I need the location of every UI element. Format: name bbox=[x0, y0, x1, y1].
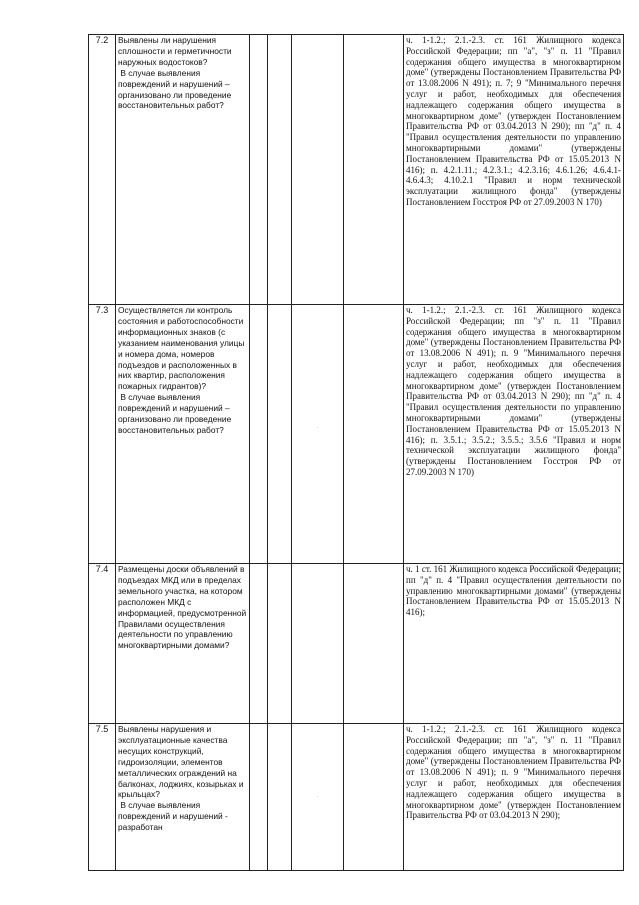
answer-na-cell bbox=[292, 305, 344, 564]
scan-mark: · bbox=[316, 792, 319, 801]
answer-na-cell bbox=[292, 564, 344, 724]
scan-mark: · bbox=[316, 423, 319, 432]
question-text: Выявлены ли нарушения сплошности и герметичности наружных водостоков? В случае выявления повреждений и нарушений – организовано ли проведение восстановительных работ? bbox=[118, 35, 232, 111]
answer-comment-cell bbox=[344, 724, 404, 871]
question-text: Размещены доски объявлений в подъездах МКД или в пределах земельного участка, на котором расположен МКД с информацией, предусмотренной Правилами осуществления деятельности по управлению многоквартирными домами? bbox=[118, 564, 249, 651]
answer-na-cell bbox=[292, 724, 344, 871]
legal-reference-cell: ч. 1-1.2.; 2.1.-2.3. ст. 161 Жилищного кодекса Российской Федерации; пп "з" п. 11 "Правил содержания общего имущества в многоквартирном доме" (утверждены Постановлением Правительства РФ от 13.08.2006 N 491); п. 9 "Минимального перечня услуг и работ, необходимых для обеспечения надлежащего содержания общего имущества в многоквартирном доме" (утвержден Постановлением Правительства РФ от 03.04.2013 N 290); пп "д" п. 4 "Правил осуществления деятельности по управлению многоквартирными домами" (утверждены Постановлением Правительства РФ от 15.05.2013 N 416); п. 3.5.1.; 3.5.2.; 3.5.5.; 3.5.6 "Правил и норм технической эксплуатации жилищного фонда" (утверждены Постановлением Госстроя РФ от 27.09.2003 N 170) bbox=[404, 305, 624, 564]
question-cell bbox=[116, 564, 250, 724]
question-cell bbox=[116, 35, 250, 305]
row-number: 7.3 bbox=[89, 305, 116, 564]
legal-reference-cell: ч. 1-1.2.; 2.1.-2.3. ст. 161 Жилищного кодекса Российской Федерации; пп "а", "з" п. 11 "Правил содержания общего имущества в многоквартирном доме" (утверждены Постановлением Правительства РФ от 13.08.2006 N 491); п. 7; 9 "Минимального перечня услуг и работ, необходимых для обеспечения надлежащего содержания общего имущества в многоквартирном доме" (утвержден Постановлением Правительства РФ от 03.04.2013 N 290); пп "д" п. 4 "Правил осуществления деятельности по управлению многоквартирными домами" (утверждены Постановлением Правительства РФ от 15.05.2013 N 416); п. 4.2.1.11.; 4.2.3.1.; 4.2.3.16; 4.6.1.26; 4.6.4.1-4.6.4.3; 4.10.2.1 "Правил и норм технической эксплуатации жилищного фонда" (утверждены Постановлением Госстроя РФ от 27.09.2003 N 170) bbox=[404, 35, 624, 305]
answer-na-cell bbox=[292, 35, 344, 305]
answer-yes-cell bbox=[250, 35, 268, 305]
answer-comment-cell bbox=[344, 35, 404, 305]
answer-yes-cell bbox=[250, 305, 268, 564]
answer-no-cell bbox=[268, 35, 292, 305]
answer-no-cell bbox=[268, 305, 292, 564]
row-number: 7.2 bbox=[89, 35, 116, 305]
question-cell bbox=[116, 724, 250, 871]
answer-comment-cell bbox=[344, 564, 404, 724]
row-number: 7.4 bbox=[89, 564, 116, 724]
table-row bbox=[89, 724, 624, 871]
table-row bbox=[89, 305, 624, 564]
legal-reference-cell: ч. 1-1.2.; 2.1.-2.3. ст. 161 Жилищного кодекса Российской Федерации; пп "а", "з" п. 11 "Правил содержания общего имущества в многоквартирном доме" (утверждены Постановлением Правительства РФ от 13.08.2006 N 491); п. 9 "Минимального перечня услуг и работ, необходимых для обеспечения надлежащего содержания общего имущества в многоквартирном доме" (утвержден Постановлением Правительства РФ от 03.04.2013 N 290); bbox=[404, 724, 624, 871]
table-row bbox=[89, 564, 624, 724]
table-row bbox=[89, 35, 624, 305]
answer-yes-cell bbox=[250, 564, 268, 724]
answer-yes-cell bbox=[250, 724, 268, 871]
inspection-checklist-table bbox=[88, 34, 624, 871]
question-text: Выявлены нарушения и эксплуатационные качества несущих конструкций, гидроизоляции, элементов металлических ограждений на балконах, лоджиях, козырьках и крыльцах? В случае выявления повреждений и нарушений - разработан bbox=[118, 724, 244, 833]
answer-no-cell bbox=[268, 564, 292, 724]
question-text: Осуществляется ли контроль состояния и работоспособности информационных знаков (с указанием наименования улицы и номера дома, номеров подъездов и расположенных в них квартир, расположения пожарных гидрантов)? В случае выявления повреждений и нарушений – организовано ли проведение восстановительных работ? bbox=[118, 305, 245, 435]
question-cell bbox=[116, 305, 250, 564]
answer-comment-cell bbox=[344, 305, 404, 564]
legal-reference-cell: ч. 1 ст. 161 Жилищного кодекса Российской Федерации; пп "д" п. 4 "Правил осуществления деятельности по управлению многоквартирными домами" (утверждены Постановлением Правительства РФ от 15.05.2013 N 416); bbox=[404, 564, 624, 724]
answer-no-cell bbox=[268, 724, 292, 871]
row-number: 7.5 bbox=[89, 724, 116, 871]
